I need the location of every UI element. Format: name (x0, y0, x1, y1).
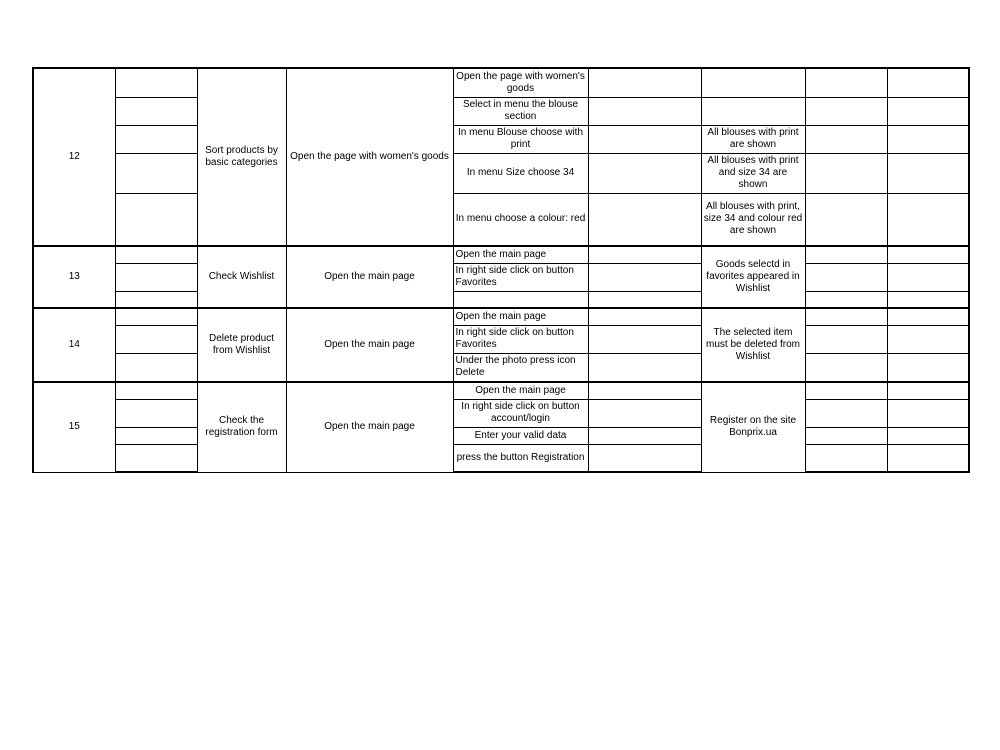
empty-cell (588, 382, 701, 399)
empty-cell (805, 325, 887, 353)
empty-cell (887, 246, 969, 263)
empty-cell (805, 125, 887, 153)
empty-cell (115, 291, 197, 308)
empty-cell (588, 427, 701, 444)
empty-cell (887, 353, 969, 382)
table-row (33, 193, 969, 246)
step-cell: Select in menu the blouse section (453, 97, 588, 125)
empty-cell (887, 325, 969, 353)
empty-cell (887, 97, 969, 125)
empty-cell (115, 97, 197, 125)
empty-cell (115, 427, 197, 444)
step-cell: Open the main page (453, 246, 588, 263)
table-row (33, 444, 969, 472)
empty-cell (115, 399, 197, 427)
empty-cell (887, 382, 969, 399)
expected-result-cell: Goods selectd in favorites appeared in Wishlist (701, 246, 805, 308)
empty-cell (887, 308, 969, 325)
empty-cell (805, 353, 887, 382)
empty-cell (805, 193, 887, 246)
step-cell: press the button Registration (453, 444, 588, 472)
empty-cell (887, 125, 969, 153)
table-row (33, 399, 969, 427)
test-id-cell: 13 (33, 246, 115, 308)
step-cell: Open the main page (453, 382, 588, 399)
empty-cell (115, 193, 197, 246)
expected-result-cell (701, 97, 805, 125)
empty-cell (588, 153, 701, 193)
test-name-cell: Delete product from Wishlist (197, 308, 286, 382)
step-cell (453, 291, 588, 308)
empty-cell (805, 444, 887, 472)
table-row (33, 263, 969, 291)
empty-cell (805, 399, 887, 427)
test-id-cell: 12 (33, 68, 115, 246)
test-name-cell: Check Wishlist (197, 246, 286, 308)
step-cell: In menu Size choose 34 (453, 153, 588, 193)
empty-cell (805, 382, 887, 399)
step-cell: In menu Blouse choose with print (453, 125, 588, 153)
empty-cell (887, 153, 969, 193)
expected-result-cell: Register on the site Bonprix.ua (701, 382, 805, 472)
empty-cell (887, 68, 969, 97)
empty-cell (588, 263, 701, 291)
empty-cell (805, 153, 887, 193)
empty-cell (588, 68, 701, 97)
empty-cell (805, 263, 887, 291)
table-row (33, 325, 969, 353)
empty-cell (805, 308, 887, 325)
test-case-table (32, 67, 970, 473)
empty-cell (805, 68, 887, 97)
empty-cell (588, 97, 701, 125)
table-row (33, 308, 969, 325)
empty-cell (588, 325, 701, 353)
empty-cell (805, 246, 887, 263)
step-cell: In menu choose a colour: red (453, 193, 588, 246)
empty-cell (588, 444, 701, 472)
empty-cell (588, 246, 701, 263)
table-row (33, 427, 969, 444)
expected-result-cell: All blouses with print are shown (701, 125, 805, 153)
empty-cell (115, 382, 197, 399)
step-cell: Enter your valid data (453, 427, 588, 444)
empty-cell (115, 68, 197, 97)
table-row (33, 353, 969, 382)
step-cell: In right side click on button Favorites (453, 325, 588, 353)
table-row (33, 97, 969, 125)
step-cell: In right side click on button account/login (453, 399, 588, 427)
step-cell: In right side click on button Favorites (453, 263, 588, 291)
empty-cell (887, 263, 969, 291)
empty-cell (887, 427, 969, 444)
empty-cell (115, 153, 197, 193)
empty-cell (115, 353, 197, 382)
empty-cell (115, 263, 197, 291)
empty-cell (115, 325, 197, 353)
expected-result-cell: The selected item must be deleted from Wishlist (701, 308, 805, 382)
empty-cell (887, 399, 969, 427)
table-row (33, 291, 969, 308)
precondition-cell: Open the main page (286, 308, 453, 382)
empty-cell (588, 399, 701, 427)
test-id-cell: 15 (33, 382, 115, 472)
empty-cell (805, 427, 887, 444)
expected-result-cell: All blouses with print, size 34 and colour red are shown (701, 193, 805, 246)
test-name-cell: Sort products by basic categories (197, 68, 286, 246)
table-row (33, 125, 969, 153)
precondition-cell: Open the page with women's goods (286, 68, 453, 246)
empty-cell (115, 308, 197, 325)
table-row (33, 382, 969, 399)
expected-result-cell (701, 68, 805, 97)
expected-result-cell: All blouses with print and size 34 are shown (701, 153, 805, 193)
empty-cell (588, 308, 701, 325)
step-cell: Under the photo press icon Delete (453, 353, 588, 382)
empty-cell (588, 291, 701, 308)
empty-cell (887, 444, 969, 472)
empty-cell (805, 291, 887, 308)
precondition-cell: Open the main page (286, 246, 453, 308)
precondition-cell: Open the main page (286, 382, 453, 472)
table-row (33, 153, 969, 193)
empty-cell (115, 246, 197, 263)
test-id-cell: 14 (33, 308, 115, 382)
table-row (33, 246, 969, 263)
test-name-cell: Check the registration form (197, 382, 286, 472)
empty-cell (887, 193, 969, 246)
empty-cell (115, 444, 197, 472)
empty-cell (588, 193, 701, 246)
empty-cell (805, 97, 887, 125)
empty-cell (115, 125, 197, 153)
step-cell: Open the main page (453, 308, 588, 325)
empty-cell (887, 291, 969, 308)
step-cell: Open the page with women's goods (453, 68, 588, 97)
table-row (33, 68, 969, 97)
empty-cell (588, 125, 701, 153)
empty-cell (588, 353, 701, 382)
